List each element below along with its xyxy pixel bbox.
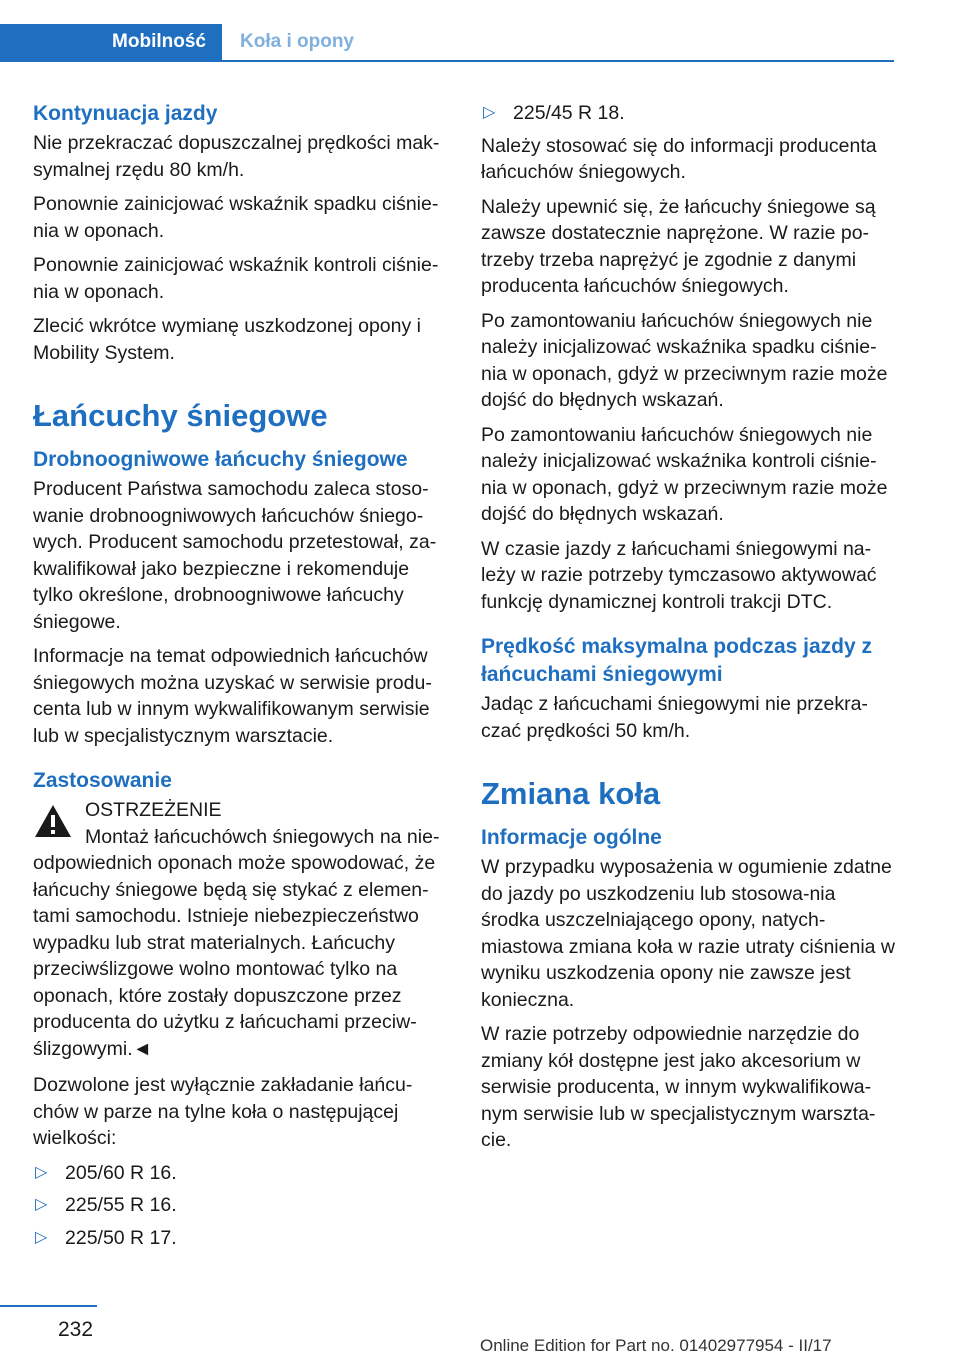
paragraph: Nie przekraczać dopuszczalnej prędkości mak-symalnej rzędu 80 km/h. xyxy=(33,132,440,181)
bullet-triangle-icon: ▷ xyxy=(35,1228,48,1246)
header-divider xyxy=(0,60,894,62)
tab-kola-i-opony[interactable] xyxy=(240,24,354,60)
warning-title: OSTRZEŻENIE xyxy=(85,799,222,821)
paragraph: W razie potrzeby odpowiednie narzędzie do zmiany kół dostępne jest jako akcesorium w serwisie producenta, w innym wykwalifikowa-nym serwisie lub w specjalistycznym warszta-cie. xyxy=(481,1023,876,1151)
list-item xyxy=(33,1160,451,1187)
left-column xyxy=(33,100,451,1257)
tab-label: Koła i opony xyxy=(240,31,354,52)
warning-box xyxy=(33,797,451,1062)
warning-text: Montaż łańcuchówch śniegowych na nie- xyxy=(85,825,440,848)
warning-text: odpowiednich oponach może spowodować, że łańcuchy śniegowe będą się stykać z elemen-tami samochodu. Istnieje niebezpieczeństwo wypadku lub strat materialnych. Łańcuchy przeciwślizgowe wolno montować tylko na oponach, które zostały dopuszczone przez producenta do użytku z łańcuchami przeciw-ślizgowymi.◄ xyxy=(33,852,436,1060)
list-item-text: 225/55 R 16. xyxy=(65,1194,177,1216)
paragraph: Ponownie zainicjować wskaźnik spadku ciśnie-nia w oponach. xyxy=(33,193,439,242)
page-number: 232 xyxy=(58,1318,94,1341)
footer-divider xyxy=(0,1305,97,1307)
heading-drobnoogniwowe: Drobnoogniwowe łańcuchy śniegowe xyxy=(33,448,408,471)
list-item-text: 205/60 R 16. xyxy=(65,1161,177,1184)
list-item xyxy=(33,1192,451,1219)
edition-text: Online Edition for Part no. 01402977954 - II/17 xyxy=(480,1336,832,1355)
heading-zmiana-kola: Zmiana koła xyxy=(481,776,661,811)
list-item-text: 225/50 R 17. xyxy=(65,1226,177,1249)
paragraph: Należy stosować się do informacji producenta łańcuchów śniegowych. xyxy=(481,134,877,183)
paragraph: Należy upewnić się, że łańcuchy śniegowe są zawsze dostatecznie naprężone. W razie po-trzeby trzeba naprężyć je zgodnie z danymi producenta łańcuchów śniegowych. xyxy=(481,195,876,297)
size-list xyxy=(481,100,899,127)
paragraph: W czasie jazdy z łańcuchami śniegowymi na-leży w razie potrzeby tymczasowo aktywować funkcję dynamicznej kontroli trakcji DTC. xyxy=(481,537,877,613)
warning-icon xyxy=(33,803,73,839)
paragraph: Po zamontowaniu łańcuchów śniegowych nie należy inicjalizować wskaźnika kontroli ciśnie-nia w oponach, gdyż w przeciwnym razie może dojść do błędnych wskazań. xyxy=(481,423,888,525)
heading-lancuchy: Łańcuchy śniegowe xyxy=(33,398,328,433)
bullet-triangle-icon: ▷ xyxy=(483,104,496,121)
list-item-text: 225/45 R 18. xyxy=(513,102,625,124)
right-column xyxy=(481,100,899,1162)
heading-zastosowanie: Zastosowanie xyxy=(33,769,172,792)
bullet-triangle-icon: ▷ xyxy=(35,1163,48,1181)
paragraph: Producent Państwa samochodu zaleca stoso-wanie drobnoogniwowych łańcuchów śniego-wych. Producent samochodu przetestował, za-kwalifikował jako bezpieczne i rekomenduje tylko określone, drobnoogniwowe łańcuchy śniegowe. xyxy=(33,478,437,633)
paragraph: Zlecić wkrótce wymianę uszkodzonej opony i Mobility System. xyxy=(33,315,422,364)
bullet-triangle-icon: ▷ xyxy=(35,1196,48,1213)
paragraph: Informacje na temat odpowiednich łańcuchów śniegowych można uzyskać w serwisie produ-centa lub w innym wykwalifikowanym serwisie lub w specjalistycznym warsztacie. xyxy=(33,645,432,747)
heading-predkosc: Prędkość maksymalna podczas jazdy z łańcuchami śniegowymi xyxy=(481,635,873,686)
page-header xyxy=(0,24,894,62)
heading-informacje: Informacje ogólne xyxy=(481,826,662,849)
heading-kontynuacja: Kontynuacja jazdy xyxy=(33,102,218,125)
paragraph: Jadąc z łańcuchami śniegowymi nie przekra-czać prędkości 50 km/h. xyxy=(481,693,868,742)
paragraph: Po zamontowaniu łańcuchów śniegowych nie należy inicjalizować wskaźnika spadku ciśnie-nia w oponach, gdyż w przeciwnym razie może dojść do błędnych wskazań. xyxy=(481,309,888,411)
size-list xyxy=(33,1160,451,1252)
paragraph: Ponownie zainicjować wskaźnik kontroli ciśnie-nia w oponach. xyxy=(33,254,439,303)
paragraph: W przypadku wyposażenia w ogumienie zdatne do jazdy po uszkodzeniu lub stosowa-nia środka uszczelniającego opony, natych-miastowa zmiana koła w razie utraty ciśnienia w wyniku uszkodzenia opony nie zawsze jest konieczna. xyxy=(481,856,895,1011)
paragraph: Dozwolone jest wyłącznie zakładanie łańcu-chów w parze na tylne koła o następującej wielkości: xyxy=(33,1074,413,1149)
tab-label: Mobilność xyxy=(112,31,206,52)
list-item xyxy=(481,100,899,127)
tab-mobilnosc[interactable] xyxy=(0,24,222,60)
list-item xyxy=(33,1225,451,1252)
